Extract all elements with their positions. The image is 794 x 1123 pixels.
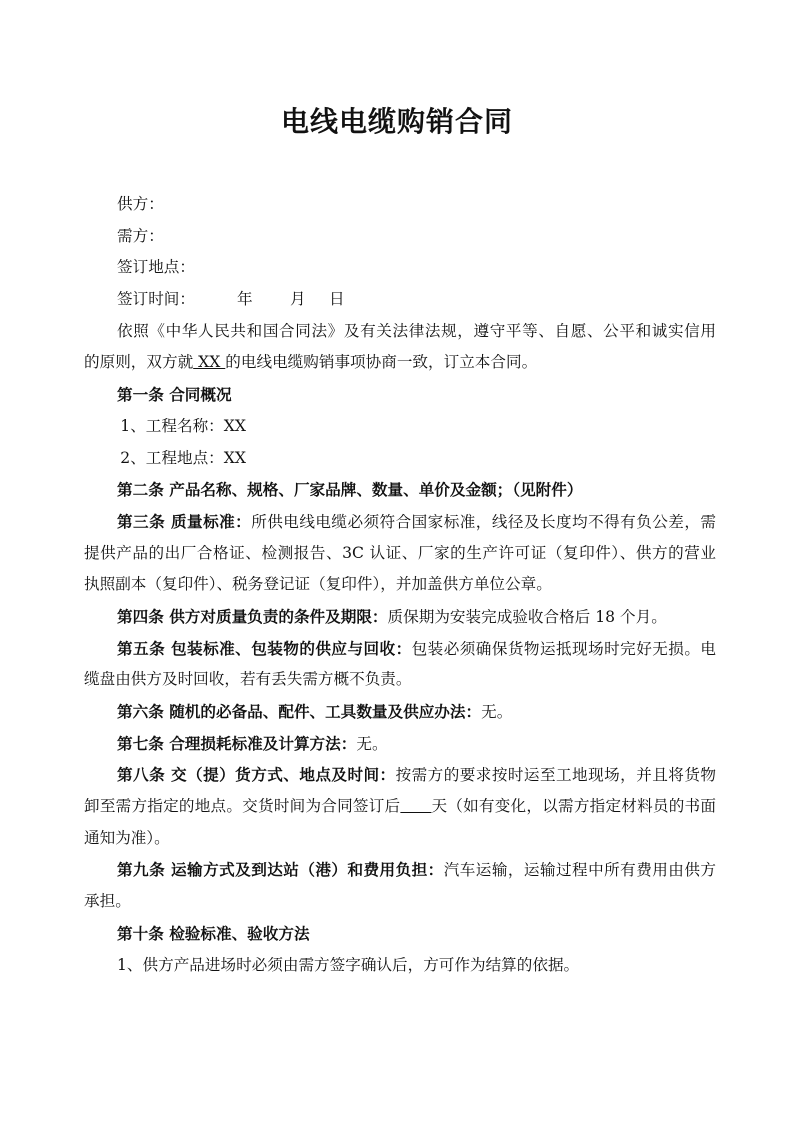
clause-heading: 第七条 合理损耗标准及计算方法： bbox=[117, 733, 357, 753]
clause-text: 依照《中华人民共和国合同法》及有关法律法规，遵守平等、自愿、公平和诚实信用 bbox=[117, 321, 716, 340]
buyer-field bbox=[84, 221, 716, 253]
clause-text: 无。 bbox=[356, 734, 388, 753]
clause-text: 无。 bbox=[481, 703, 513, 721]
paragraph-line bbox=[84, 443, 716, 475]
supplier-field bbox=[84, 189, 716, 221]
year-label: 年 bbox=[237, 290, 253, 309]
contract-paragraph bbox=[84, 379, 716, 411]
clause-text: 的原则，双方就 bbox=[84, 353, 194, 372]
buyer-label: 需方： bbox=[117, 226, 164, 245]
paragraph-line bbox=[84, 316, 716, 348]
paragraph-line bbox=[84, 696, 716, 728]
clause-text: 按需方的要求按时运至工地现场，并且将货物 bbox=[395, 766, 716, 785]
clause-text: 1、工程名称：XX bbox=[120, 416, 246, 435]
document-title: 电线电缆购销合同 bbox=[280, 105, 513, 138]
clause-text: 执照副本（复印件）、税务登记证（复印件），并加盖供方单位公章。 bbox=[84, 575, 552, 594]
paragraph-line bbox=[84, 759, 716, 791]
month-label: 月 bbox=[290, 290, 306, 309]
clause-text: 质保期为安装完成验收合格后 18 个月。 bbox=[387, 607, 667, 626]
paragraph-line bbox=[84, 569, 716, 601]
paragraph-line bbox=[84, 886, 716, 918]
contract-paragraph bbox=[84, 633, 716, 696]
clause-heading: 第九条 运输方式及到达站（港）和费用负担： bbox=[117, 860, 444, 880]
contract-paragraph bbox=[84, 696, 716, 728]
contract-paragraph bbox=[84, 316, 716, 379]
clause-text: 所供电线电缆必须符合国家标准，线径及长度均不得有负公差，需 bbox=[251, 512, 716, 531]
contract-paragraph bbox=[84, 759, 716, 854]
day-label: 日 bbox=[329, 290, 345, 309]
supplier-label: 供方： bbox=[117, 195, 164, 213]
paragraph-line bbox=[84, 791, 716, 823]
contract-paragraph bbox=[84, 728, 716, 760]
clause-text: 提供产品的出厂合格证、检测报告、3C 认证、厂家的生产许可证（复印件）、供方的营业 bbox=[84, 543, 716, 562]
paragraph-line bbox=[84, 601, 716, 633]
fill-in-blank bbox=[400, 797, 431, 815]
fill-in-blank: XX bbox=[193, 353, 226, 372]
contract-paragraph bbox=[84, 506, 716, 601]
clause-text: 缆盘由供方及时回收，若有丢失需方概不负责。 bbox=[84, 670, 412, 689]
clause-heading: 第八条 交（提）货方式、地点及时间： bbox=[117, 765, 396, 785]
signing-place-field bbox=[84, 252, 716, 284]
paragraph-line bbox=[84, 474, 716, 506]
contract-body bbox=[84, 189, 716, 981]
contract-paragraph bbox=[84, 411, 716, 443]
paragraph-line bbox=[84, 633, 716, 665]
clause-heading: 第十条 检验标准、验收方法 bbox=[117, 923, 310, 943]
paragraph-line bbox=[84, 347, 716, 379]
paragraph-line bbox=[84, 379, 716, 411]
clause-text: 1、供方产品进场时必须由需方签字确认后，方可作为结算的依据。 bbox=[117, 955, 580, 974]
contract-paragraph bbox=[84, 443, 716, 475]
signing-date-field bbox=[84, 284, 716, 316]
clause-text: 天（如有变化，以需方指定材料员的书面 bbox=[431, 797, 716, 816]
contract-paragraph bbox=[84, 950, 716, 982]
clause-text: 的电线电缆购销事项协商一致，订立本合同。 bbox=[225, 353, 538, 372]
clause-text: 通知为准）。 bbox=[84, 828, 170, 847]
paragraph-line bbox=[84, 823, 716, 855]
clause-heading: 第三条 质量标准： bbox=[117, 511, 252, 531]
clause-text: 包装必须确保货物运抵现场时完好无损。电 bbox=[411, 639, 716, 658]
clause-text: 承担。 bbox=[84, 892, 131, 911]
signing-place-label: 签订地点： bbox=[117, 258, 195, 277]
paragraph-line bbox=[84, 664, 716, 696]
clause-text: 2、工程地点：XX bbox=[120, 448, 246, 467]
clause-heading: 第四条 供方对质量负责的条件及期限： bbox=[117, 606, 388, 626]
clause-text: 汽车运输，运输过程中所有费用由供方 bbox=[443, 861, 716, 880]
clause-heading: 第六条 随机的必备品、配件、工具数量及供应办法： bbox=[117, 702, 482, 721]
contract-paragraph bbox=[84, 601, 716, 633]
paragraph-line bbox=[84, 918, 716, 950]
clause-text: 卸至需方指定的地点。交货时间为合同签订后 bbox=[84, 797, 401, 816]
paragraph-line bbox=[84, 950, 716, 982]
clause-heading: 第二条 产品名称、规格、厂家品牌、数量、单价及金额；（见附件） bbox=[117, 480, 583, 500]
paragraph-line bbox=[84, 538, 716, 570]
contract-paragraph bbox=[84, 474, 716, 506]
clause-heading: 第一条 合同概况 bbox=[117, 385, 232, 405]
signing-date-label: 签订时间： bbox=[117, 290, 195, 309]
clause-heading: 第五条 包装标准、包装物的供应与回收： bbox=[117, 638, 412, 658]
paragraph-line bbox=[84, 411, 716, 443]
contract-paragraph bbox=[84, 854, 716, 917]
paragraph-line bbox=[84, 728, 716, 760]
paragraph-line bbox=[84, 854, 716, 886]
contract-paragraph bbox=[84, 918, 716, 950]
paragraph-line bbox=[84, 506, 716, 538]
